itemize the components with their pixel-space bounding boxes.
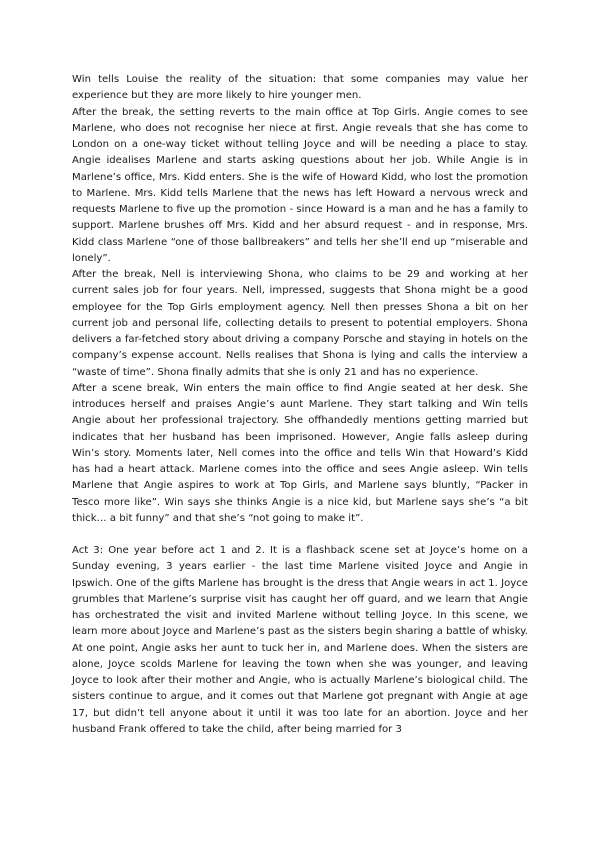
paragraph: After a scene break, Win enters the main office to find Angie seated at her desk. She introduces herself and praises Angie’s aunt Marlene. They start talking and Win tells Angie about her professional trajectory. She offhandedly mentions getting married but indicates that her husband has been imprisoned. However, Angie falls asleep during Win’s story. Moments later, Nell comes into the office and tells Win that Howard’s Kidd has had a heart attack. Marlene comes into the office and sees Angie asleep. Win tells Marlene that Angie aspires to work at Top Girls, and Marlene says bluntly, “Packer in Tesco more like”. Win says she thinks Angie is a nice kid, but Marlene says she’s “a bit thick… a bit funny” and that she’s “not going to make it”.	[72, 382, 528, 524]
document-page	[72, 72, 528, 738]
paragraph: After the break, Nell is interviewing Shona, who claims to be 29 and working at her current sales job for four years. Nell, impressed, suggests that Shona might be a good employee for the Top Girls employment agency. Nell then presses Shona a bit on her current job and personal life, collecting details to present to potential employers. Shona delivers a far-fetched story about driving a company Porsche and staying in hotels on the company’s expense account. Nells realises that Shona is lying and calls the interview a “waste of time”. Shona finally admits that she is only 21 and has no experience.	[72, 269, 528, 378]
paragraph: Act 3: One year before act 1 and 2. It is a flashback scene set at Joyce’s home on a Sunday evening, 3 years earlier - the last time Marlene visited Joyce and Angie in Ipswich. One of the gifts Marlene has brought is the dress that Angie wears in act 1. Joyce grumbles that Marlene’s surprise visit has caught her off guard, and we learn that Angie has orchestrated the visit and invited Marlene without telling Joyce. In this scene, we learn more about Joyce and Marlene’s past as the sisters begin sharing a battle of whisky. At one point, Angie asks her aunt to tuck her in, and Marlene does. When the sisters are alone, Joyce scolds Marlene for leaving the town when she was younger, and leaving Joyce to look after their mother and Angie, who is actually Marlene’s biological child. The sisters continue to argue, and it comes out that Marlene got pregnant with Angie at age 17, but didn’t tell anyone about it until it was too late for an abortion. Joyce and her husband Frank offered to take the child, after being married for 3	[72, 545, 528, 735]
paragraph: Win tells Louise the reality of the situation: that some companies may value her experience but they are more likely to hire younger men.	[72, 74, 528, 102]
paragraph: After the break, the setting reverts to the main office at Top Girls. Angie comes to see Marlene, who does not recognise her niece at first. Angie reveals that she has come to London on a one-way ticket without telling Joyce and will be needing a place to stay. Angie idealises Marlene and starts asking questions about her job. While Angie is in Marlene’s office, Mrs. Kidd enters. She is the wife of Howard Kidd, who lost the promotion to Marlene. Mrs. Kidd tells Marlene that the news has left Howard a nervous wreck and requests Marlene to five up the promotion - since Howard is a man and he has a family to support. Marlene brushes off Mrs. Kidd and her absurd request - and in response, Mrs. Kidd class Marlene “one of those ballbreakers” and tells her she’ll end up “miserable and lonely”.	[72, 106, 528, 264]
